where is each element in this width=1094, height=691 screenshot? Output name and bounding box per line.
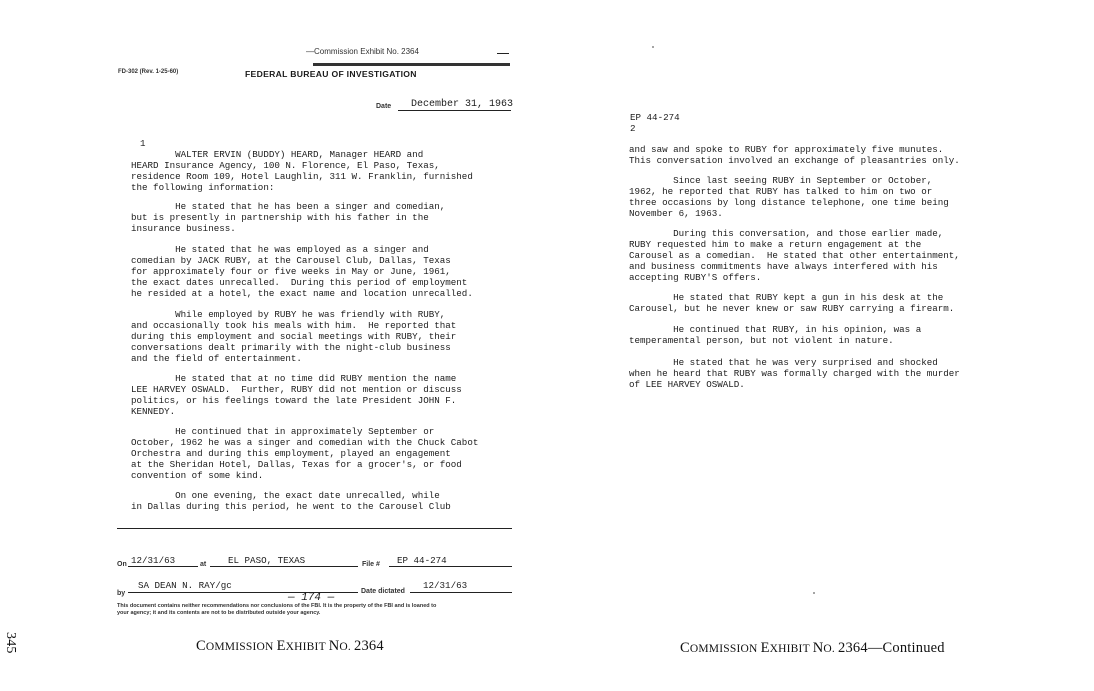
interview-paragraph-7: On one evening, the exact date unrecalled, while in Dallas during this period, he went to the Carousel Club — [131, 490, 451, 512]
caption-left-xhibit: XHIBIT — [285, 641, 329, 653]
interview-paragraph-3: He stated that he was employed as a singer and comedian by JACK RUBY, at the Carousel Club, Dallas, Texas for approximately four or five weeks in May or June, 1961, the exact dates unrecalled. During this period of employment he resided at a hotel, the exact name and location unrecalled. — [131, 244, 473, 299]
caption-right-c: C — [680, 640, 690, 656]
interview-paragraph-5: He stated that at no time did RUBY mention the name LEE HARVEY OSWALD. Further, RUBY did not mention or discuss politics, or his feelings toward the late President JOHN F. KENNEDY. — [131, 373, 462, 417]
caption-left-n: N — [328, 638, 340, 654]
interview-paragraph-2: He stated that he has been a singer and comedian, but is presently in partnership with his father in the insurance business. — [131, 201, 446, 234]
caption-right-ommission: OMMISSION — [689, 643, 761, 655]
top-exhibit-dash — [497, 53, 509, 54]
footer-at-value: EL PASO, TEXAS — [228, 555, 306, 566]
interview-paragraph-13: He stated that he was very surprised and shocked when he heard that RUBY was formally charged with the murder of LEE HARVEY OSWALD. — [629, 357, 960, 390]
caption-right-o: O. — [823, 643, 839, 655]
interview-paragraph-4: While employed by RUBY he was friendly with RUBY, and occasionally took his meals with him. He reported that during this employment and social meetings with RUBY, their conversations dealt primarily with the night-club business and the field of entertainment. — [131, 309, 457, 364]
scan-speck — [813, 592, 815, 594]
top-exhibit-label: —Commission Exhibit No. 2364 — [306, 47, 419, 56]
interview-paragraph-8: and saw and spoke to RUBY for approximately five munutes. This conversation involved an exchange of pleasantries only. — [629, 144, 960, 166]
footer-separator — [117, 528, 512, 529]
caption-left-number: 2364 — [354, 638, 384, 654]
footer-dictated-line — [410, 592, 512, 593]
caption-right-number: 2364—Continued — [838, 640, 945, 656]
interview-paragraph-6: He continued that in approximately September or October, 1962 he was a singer and comedian with the Chuck Cabot Orchestra and during this employment, played an engagement at the Sheridan Hotel, Dallas, Texas for a grocer's, or food convention of some kind. — [131, 426, 479, 481]
date-value: December 31, 1963 — [411, 99, 514, 110]
page-number-left: 1 — [140, 138, 146, 149]
footer-dictated-label: Date dictated — [361, 588, 405, 595]
right-file-ref: EP 44-274 — [630, 112, 680, 123]
form-number: FD-302 (Rev. 1-25-60) — [118, 69, 179, 75]
footer-file-value: EP 44-274 — [397, 555, 447, 566]
page-number-right: 2 — [630, 123, 636, 134]
footer-on-line — [128, 566, 198, 567]
footer-on-value: 12/31/63 — [131, 555, 176, 566]
footer-page-mark: — 174 — — [288, 592, 335, 604]
interview-paragraph-12: He continued that RUBY, in his opinion, was a temperamental person, but not violent in nature. — [629, 324, 922, 346]
caption-left-c: C — [196, 638, 206, 654]
footer-file-line — [389, 566, 512, 567]
footer-by-value: SA DEAN N. RAY/gc — [138, 580, 232, 591]
caption-right-n: N — [812, 640, 824, 656]
caption-left-o: O. — [339, 641, 355, 653]
agency-heading: FEDERAL BUREAU OF INVESTIGATION — [245, 69, 417, 79]
interview-paragraph-1: WALTER ERVIN (BUDDY) HEARD, Manager HEARD and HEARD Insurance Agency, 100 N. Florence, El Paso, Texas, residence Room 109, Hotel Laughlin, 311 W. Franklin, furnished the following information: — [131, 149, 473, 193]
side-page-number: 345 — [3, 632, 18, 654]
interview-paragraph-10: During this conversation, and those earlier made, RUBY requested him to make a return engagement at the Carousel as a comedian. He stated that other entertainment, and business commitments have always interfered with his accepting RUBY'S offers. — [629, 228, 960, 283]
caption-right-e: E — [760, 640, 770, 656]
date-underline — [398, 110, 511, 111]
caption-right — [680, 640, 945, 657]
interview-paragraph-9: Since last seeing RUBY in September or October, 1962, he reported that RUBY has talked to him on two or three occasions by long distance telephone, one time being November 6, 1963. — [629, 175, 949, 219]
footer-disclaimer-line-2: your agency; it and its contents are not to be distributed outside your agency. — [117, 610, 321, 616]
footer-by-label: by — [117, 590, 126, 597]
footer-file-label: File # — [362, 561, 380, 568]
footer-on-label: On — [117, 561, 127, 568]
footer-at-label: at — [200, 561, 207, 568]
header-thick-rule — [313, 63, 510, 66]
caption-left-e: E — [276, 638, 286, 654]
footer-at-line — [210, 566, 358, 567]
caption-right-xhibit: XHIBIT — [769, 643, 813, 655]
caption-left-ommission: OMMISSION — [205, 641, 277, 653]
scan-speck — [652, 46, 654, 48]
footer-disclaimer-line-1: This document contains neither recommendations nor conclusions of the FBI. It is the property of the FBI and is loaned to — [117, 603, 437, 609]
date-label: Date — [376, 103, 392, 110]
interview-paragraph-11: He stated that RUBY kept a gun in his desk at the Carousel, but he never knew or saw RUBY carrying a firearm. — [629, 292, 955, 314]
caption-left — [196, 638, 384, 655]
footer-dictated-value: 12/31/63 — [423, 580, 468, 591]
